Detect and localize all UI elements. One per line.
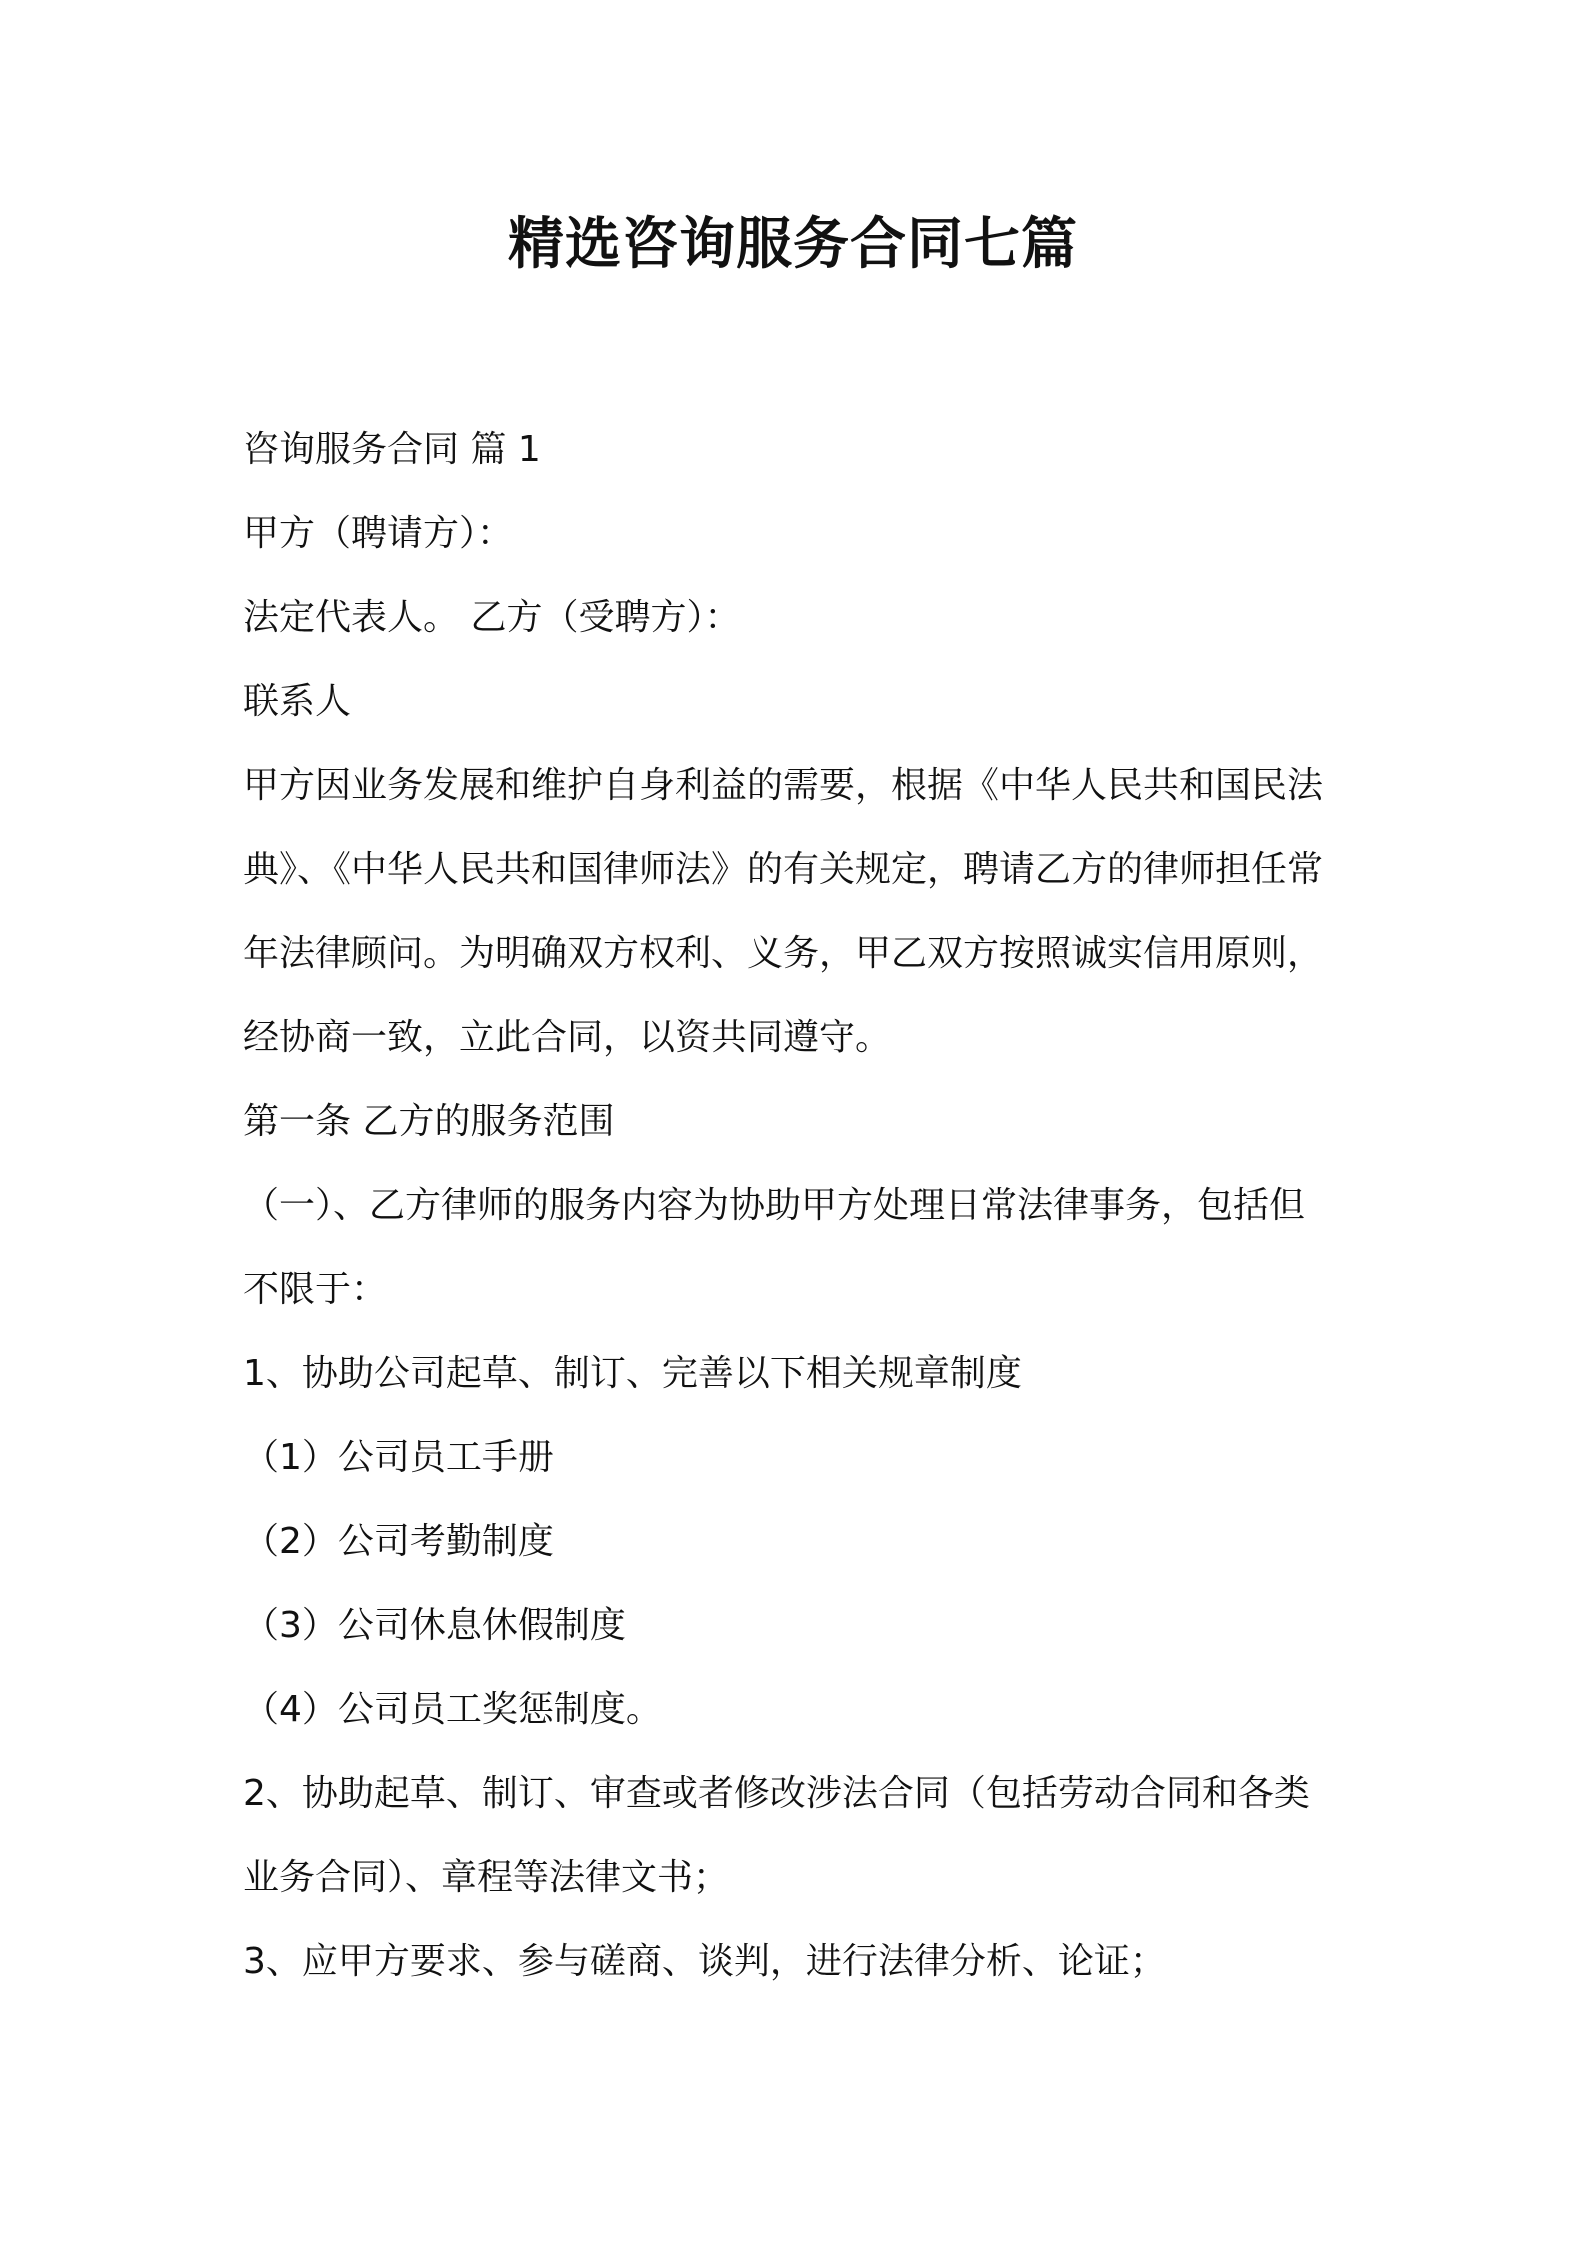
list-item: （4）公司员工奖惩制度。: [243, 1689, 662, 1730]
list-item: 2、协助起草、制订、审查或者修改涉法合同（包括劳动合同和各类: [243, 1773, 1310, 1814]
article-heading: 第一条 乙方的服务范围: [243, 1101, 615, 1142]
list-item: 1、协助公司起草、制订、完善以下相关规章制度: [243, 1353, 1022, 1394]
list-item: 业务合同）、章程等法律文书；: [243, 1857, 730, 1898]
list-item: （1）公司员工手册: [243, 1437, 554, 1478]
paragraph-line: 经协商一致，立此合同，以资共同遵守。: [243, 1017, 892, 1058]
representative-party-b-line: 法定代表人。 乙方（受聘方）：: [243, 597, 741, 638]
list-item: （2）公司考勤制度: [243, 1521, 554, 1562]
paragraph-line: （一）、乙方律师的服务内容为协助甲方处理日常法律事务，包括但: [243, 1185, 1306, 1226]
section-heading: 咨询服务合同 篇 1: [243, 429, 541, 470]
document-body: [243, 408, 1363, 2004]
list-item: 3、应甲方要求、参与磋商、谈判，进行法律分析、论证；: [243, 1941, 1166, 1982]
paragraph-line: 甲方因业务发展和维护自身利益的需要，根据《中华人民共和国民法: [243, 765, 1324, 806]
document-title: 精选咨询服务合同七篇: [508, 212, 1078, 277]
paragraph-line: 典》、《中华人民共和国律师法》的有关规定，聘请乙方的律师担任常: [243, 849, 1324, 890]
paragraph-line: 年法律顾问。为明确双方权利、义务，甲乙双方按照诚实信用原则，: [243, 933, 1324, 974]
contact-line: 联系人: [243, 681, 352, 722]
list-item: （3）公司休息休假制度: [243, 1605, 626, 1646]
paragraph-line: 不限于：: [243, 1269, 388, 1310]
party-a-line: 甲方（聘请方）：: [243, 513, 514, 554]
